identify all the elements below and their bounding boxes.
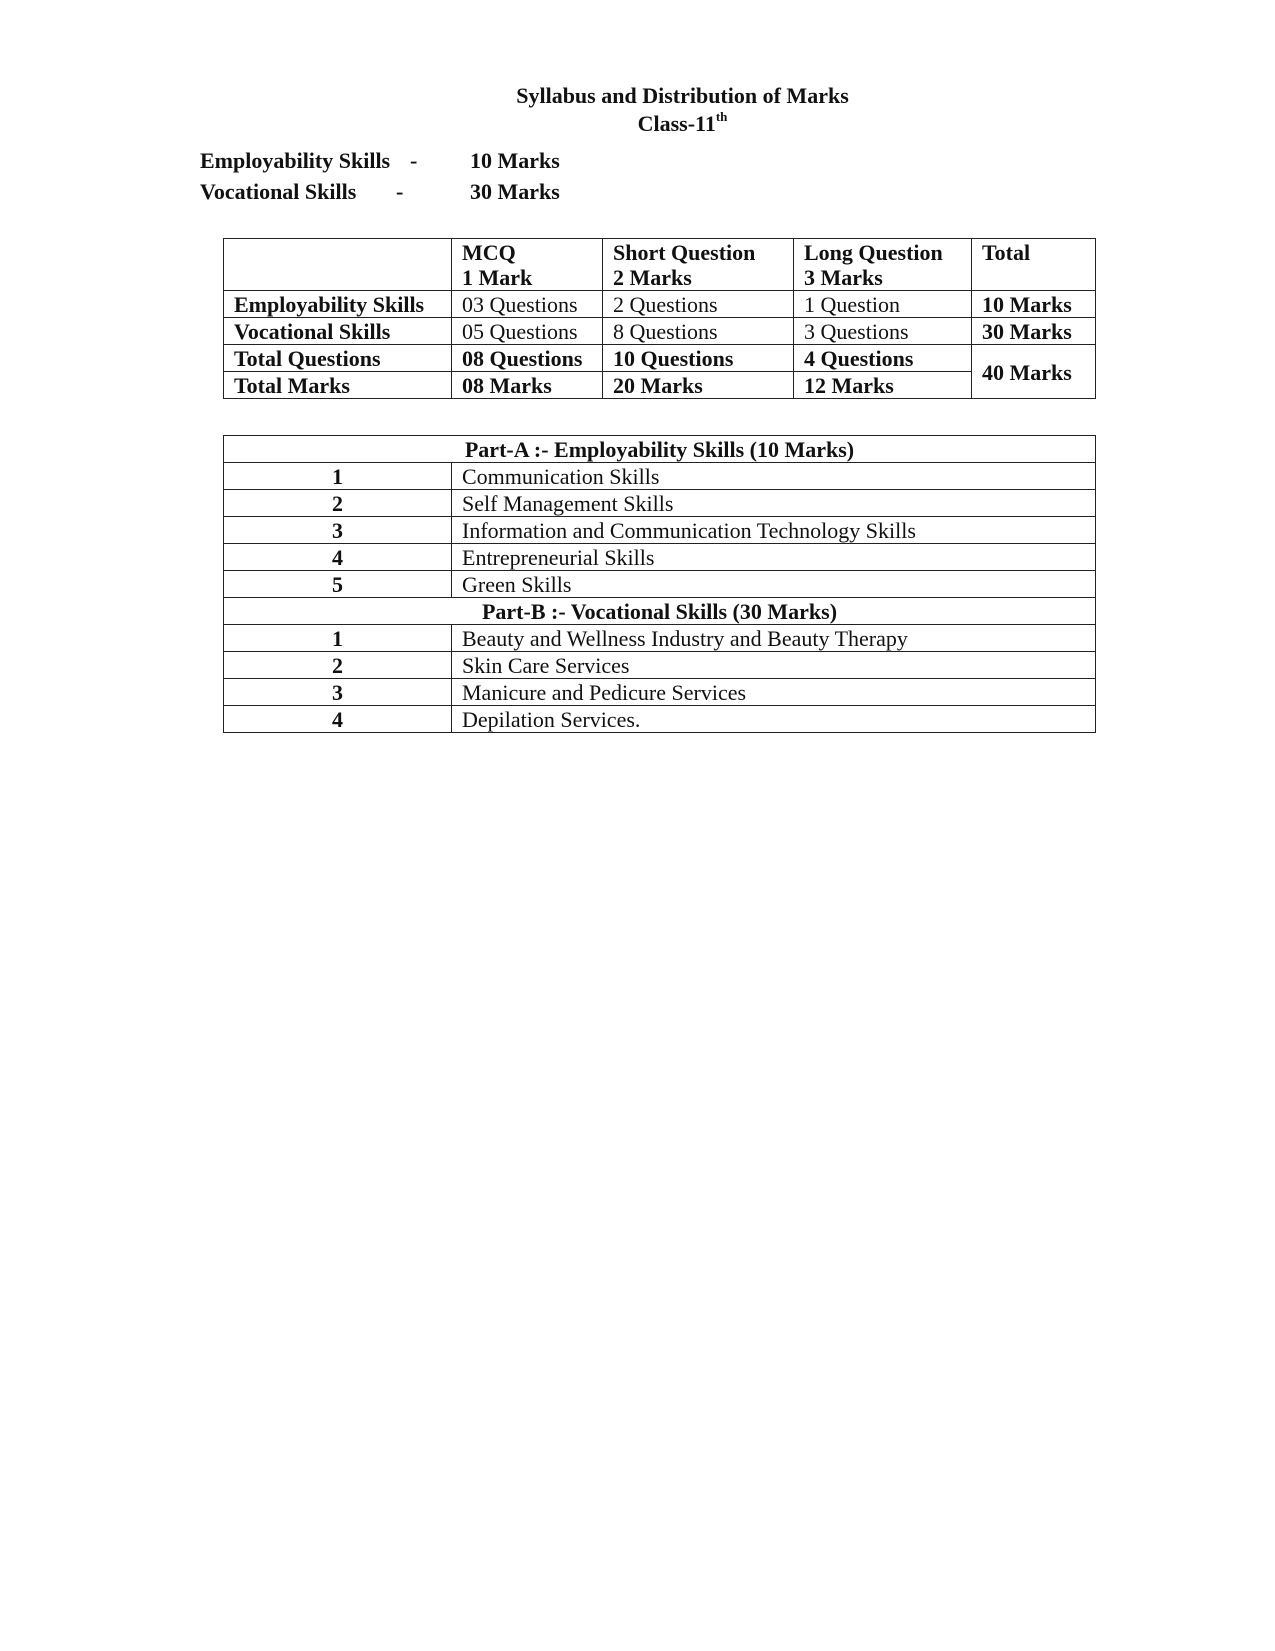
item-number: 3 <box>224 679 452 706</box>
list-item <box>224 679 1096 706</box>
list-item <box>224 706 1096 733</box>
list-item <box>224 544 1096 571</box>
list-item <box>224 652 1096 679</box>
item-number: 1 <box>224 463 452 490</box>
cell-long: 4 Questions <box>794 345 972 372</box>
item-number: 2 <box>224 490 452 517</box>
list-item <box>224 625 1096 652</box>
cell-long: 1 Question <box>794 291 972 318</box>
item-number: 2 <box>224 652 452 679</box>
summary-label: Vocational Skills <box>200 179 357 204</box>
summary-label: Employability Skills <box>200 148 391 173</box>
document-header <box>0 82 1275 138</box>
item-number: 5 <box>224 571 452 598</box>
header-cell-empty <box>224 239 452 291</box>
page-title: Syllabus and Distribution of Marks <box>516 83 849 108</box>
class-heading <box>0 110 1275 138</box>
list-item <box>224 571 1096 598</box>
item-number: 3 <box>224 517 452 544</box>
part-a-heading-row <box>224 436 1096 463</box>
item-name: Depilation Services. <box>452 706 1096 733</box>
cell-short: 20 Marks <box>603 372 794 399</box>
syllabus-table <box>223 435 1096 733</box>
item-name: Green Skills <box>452 571 1096 598</box>
row-label: Total Questions <box>224 345 452 372</box>
header-cell-long: Long Question 3 Marks <box>794 239 972 291</box>
cell-mcq: 05 Questions <box>452 318 603 345</box>
item-name: Beauty and Wellness Industry and Beauty Therapy <box>452 625 1096 652</box>
marks-summary <box>200 145 560 207</box>
item-number: 4 <box>224 544 452 571</box>
cell-mcq: 08 Marks <box>452 372 603 399</box>
list-item <box>224 517 1096 544</box>
table-row <box>224 345 1096 372</box>
cell-total: 10 Marks <box>972 291 1096 318</box>
row-label: Vocational Skills <box>224 318 452 345</box>
summary-row-employability <box>200 145 560 176</box>
table-row <box>224 372 1096 399</box>
part-b-title: Part-B :- Vocational Skills (30 Marks) <box>224 598 1096 625</box>
cell-short: 2 Questions <box>603 291 794 318</box>
cell-short: 10 Questions <box>603 345 794 372</box>
item-name: Skin Care Services <box>452 652 1096 679</box>
cell-mcq: 03 Questions <box>452 291 603 318</box>
item-number: 1 <box>224 625 452 652</box>
item-name: Self Management Skills <box>452 490 1096 517</box>
summary-dash: - <box>396 179 404 204</box>
item-name: Manicure and Pedicure Services <box>452 679 1096 706</box>
item-number: 4 <box>224 706 452 733</box>
item-name: Entrepreneurial Skills <box>452 544 1096 571</box>
header-cell-total: Total <box>972 239 1096 291</box>
table-row <box>224 291 1096 318</box>
cell-total: 30 Marks <box>972 318 1096 345</box>
header-cell-short: Short Question 2 Marks <box>603 239 794 291</box>
item-name: Information and Communication Technology Skills <box>452 517 1096 544</box>
row-label: Employability Skills <box>224 291 452 318</box>
summary-marks: 30 Marks <box>470 179 560 204</box>
item-name: Communication Skills <box>452 463 1096 490</box>
list-item <box>224 463 1096 490</box>
class-label: Class-11 <box>637 111 716 136</box>
class-suffix: th <box>715 109 728 124</box>
marks-distribution-table <box>223 238 1096 399</box>
summary-row-vocational <box>200 176 560 207</box>
cell-long: 3 Questions <box>794 318 972 345</box>
header-cell-mcq: MCQ 1 Mark <box>452 239 603 291</box>
part-b-heading-row <box>224 598 1096 625</box>
grand-total-cell: 40 Marks <box>972 345 1096 399</box>
cell-short: 8 Questions <box>603 318 794 345</box>
cell-mcq: 08 Questions <box>452 345 603 372</box>
table-header-row <box>224 239 1096 291</box>
list-item <box>224 490 1096 517</box>
cell-long: 12 Marks <box>794 372 972 399</box>
row-label: Total Marks <box>224 372 452 399</box>
summary-dash: - <box>410 148 418 173</box>
table-row <box>224 318 1096 345</box>
part-a-title: Part-A :- Employability Skills (10 Marks) <box>224 436 1096 463</box>
summary-marks: 10 Marks <box>470 148 560 173</box>
